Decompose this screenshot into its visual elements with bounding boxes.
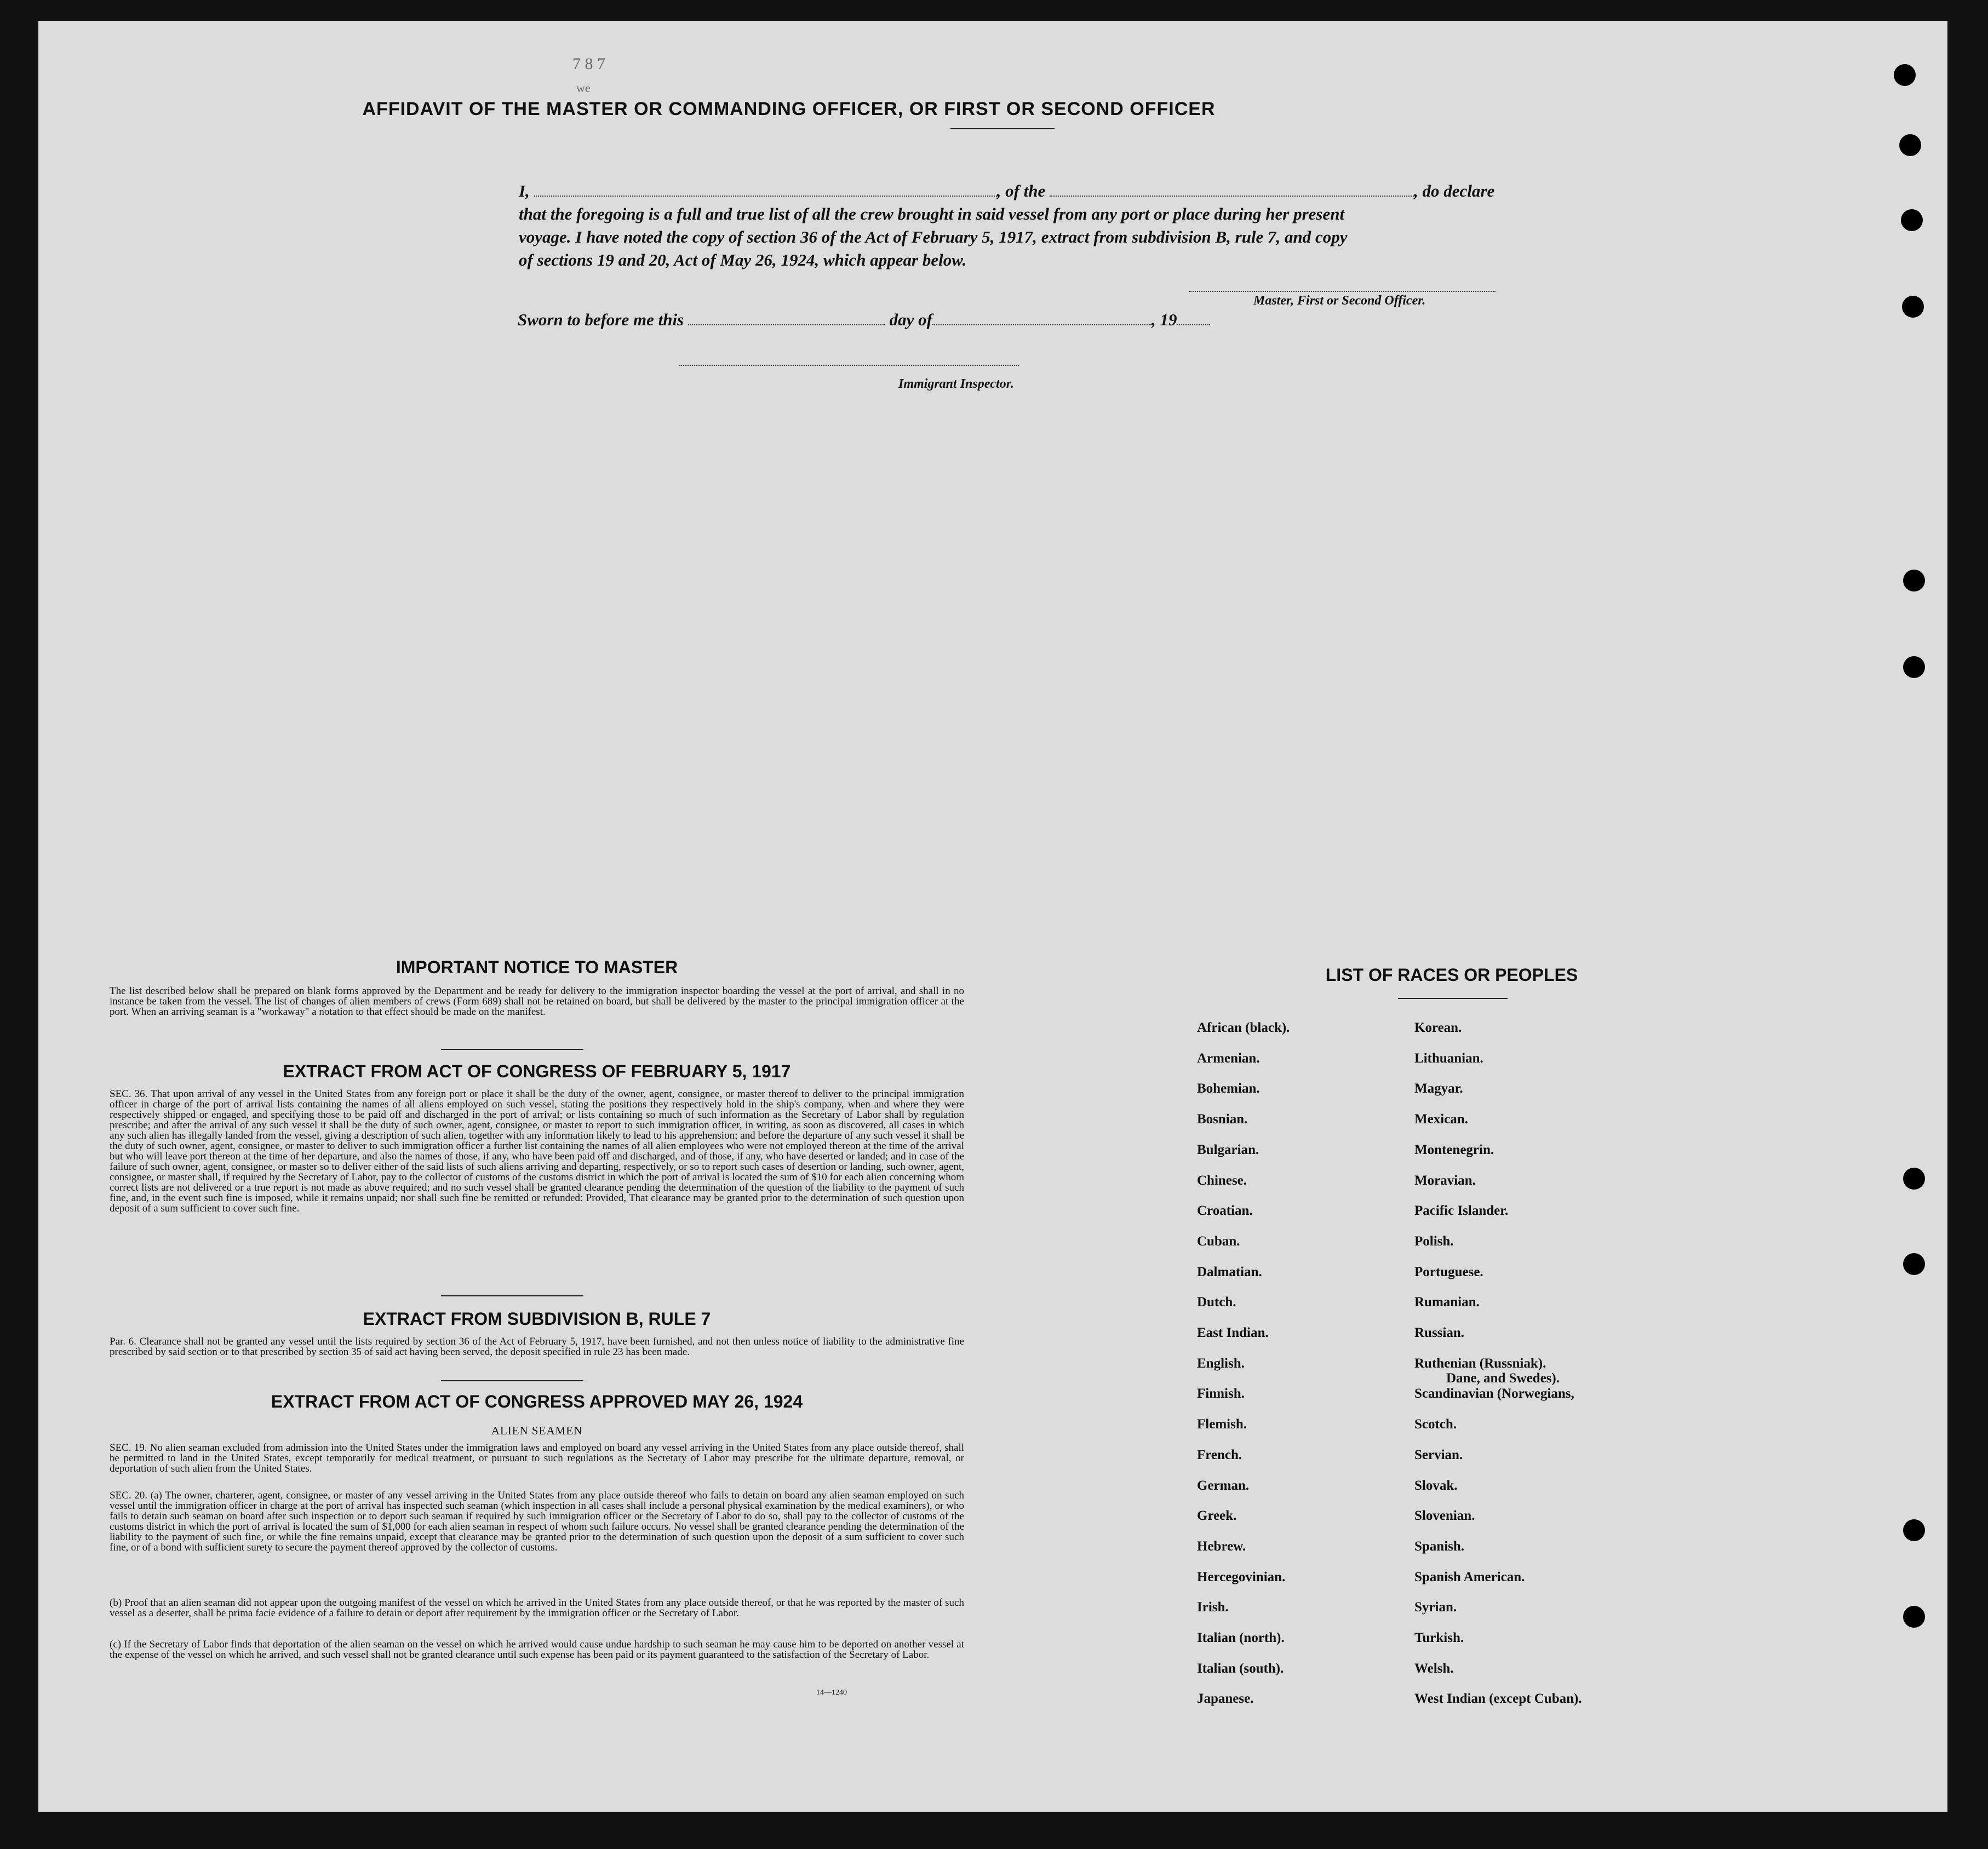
name-blank[interactable] — [534, 183, 997, 197]
binder-hole — [1899, 134, 1921, 156]
race-item: Hercegovinian. — [1197, 1569, 1286, 1584]
document-sheet — [38, 21, 1947, 1812]
day-of-label: day of — [889, 310, 932, 329]
sworn-month-blank[interactable] — [932, 312, 1151, 325]
race-item: Servian. — [1414, 1447, 1463, 1462]
race-item: Scandinavian (Norwegians, — [1414, 1386, 1574, 1402]
race-item: Bulgarian. — [1197, 1142, 1259, 1157]
sec-20b-body: (b) Proof that an alien seaman did not appear upon the outgoing manifest of the vessel on which he arrived in the United States from any place outside thereof, or that he was reported by the master of such vessel as a deserter, shall be prima facie evidence of a failure to detain or deport after requirement by the immigration officer or the Secretary of Labor. — [110, 1597, 964, 1619]
race-item: Dalmatian. — [1197, 1264, 1262, 1279]
inspector-signature-label: Immigrant Inspector. — [898, 377, 1014, 391]
races-title: LIST OF RACES OR PEOPLES — [1325, 965, 1578, 985]
race-item: Croatian. — [1197, 1203, 1253, 1219]
declaration-line-3: voyage. I have noted the copy of section 36 of the Act of February 5, 1917, extract from subdivision B, rule 7, and copy — [519, 227, 1348, 246]
race-item: Dutch. — [1197, 1295, 1236, 1310]
race-item: Montenegrin. — [1414, 1142, 1494, 1157]
year-label: , 19 — [1151, 310, 1177, 329]
extract-1917-title: EXTRACT FROM ACT OF CONGRESS OF FEBRUARY 5, 1917 — [283, 1061, 791, 1081]
alien-seamen-subtitle: ALIEN SEAMEN — [491, 1424, 583, 1437]
extract-rule7-title: EXTRACT FROM SUBDIVISION B, RULE 7 — [363, 1309, 711, 1329]
declaration-block — [519, 180, 1592, 272]
race-item: Italian (north). — [1197, 1630, 1285, 1645]
title-rule — [950, 128, 1055, 129]
sworn-day-blank[interactable] — [688, 312, 885, 325]
race-item: Rumanian. — [1414, 1295, 1480, 1310]
races-rule — [1398, 998, 1508, 999]
race-item: Magyar. — [1414, 1081, 1463, 1096]
race-item: Spanish American. — [1414, 1569, 1525, 1584]
declaration-of-the: , of the — [996, 181, 1046, 200]
race-item: East Indian. — [1197, 1325, 1269, 1340]
race-item: Russian. — [1414, 1325, 1465, 1340]
race-item: Mexican. — [1414, 1112, 1468, 1127]
race-item: German. — [1197, 1478, 1250, 1493]
handwritten-mark-2: we — [576, 81, 591, 95]
race-item: Cuban. — [1197, 1233, 1240, 1249]
race-item: Slovenian. — [1414, 1508, 1475, 1524]
race-item: Spanish. — [1414, 1538, 1465, 1554]
binder-hole — [1903, 656, 1925, 678]
year-blank[interactable] — [1177, 312, 1210, 325]
binder-hole — [1903, 1606, 1925, 1628]
binder-hole — [1903, 1168, 1925, 1190]
sworn-label: Sworn to before me this — [518, 310, 684, 329]
race-item: English. — [1197, 1356, 1245, 1371]
declaration-i: I, — [519, 181, 530, 200]
race-item: Flemish. — [1197, 1417, 1247, 1432]
race-item: Polish. — [1414, 1233, 1454, 1249]
race-item: Japanese. — [1197, 1691, 1254, 1707]
race-item: Finnish. — [1197, 1386, 1245, 1402]
race-item: Korean. — [1414, 1020, 1462, 1035]
race-item: Welsh. — [1414, 1661, 1454, 1676]
race-item: Chinese. — [1197, 1173, 1247, 1188]
race-item: Syrian. — [1414, 1600, 1457, 1615]
race-item: Lithuanian. — [1414, 1050, 1483, 1066]
declaration-line-4: of sections 19 and 20, Act of May 26, 1924, which appear below. — [519, 250, 967, 269]
race-item: Portuguese. — [1414, 1264, 1483, 1279]
race-item: African (black). — [1197, 1020, 1290, 1035]
sworn-line — [518, 310, 1210, 330]
declaration-line-2: that the foregoing is a full and true list of all the crew brought in said vessel from any port or place during her present — [519, 204, 1345, 223]
race-item: Dane, and Swedes). — [1446, 1370, 1560, 1386]
notice-title: IMPORTANT NOTICE TO MASTER — [396, 957, 678, 977]
notice-body: The list described below shall be prepared on blank forms approved by the Department and be ready for delivery to the immigration inspector boarding the vessel at the port of arrival, and shall in no instance be taken from the vessel. The list of changes of alien members of crews (Form 689) shall not be retained on board, but shall be delivered by the master to the principal immigration officer at the port. When an arriving seaman is a "workaway" a notation to that effect should be made on the manifest. — [110, 985, 964, 1018]
race-item: Scotch. — [1414, 1417, 1457, 1432]
notice-rule — [441, 1049, 583, 1050]
extract-rule7-rule — [441, 1380, 583, 1381]
binder-hole — [1902, 296, 1924, 318]
race-item: Armenian. — [1197, 1050, 1260, 1066]
race-item: Greek. — [1197, 1508, 1237, 1524]
race-item: Italian (south). — [1197, 1661, 1284, 1676]
vessel-blank[interactable] — [1050, 183, 1414, 197]
sec-20c-body: (c) If the Secretary of Labor finds that deportation of the alien seaman on the vessel on which he arrived would cause undue hardship to such seaman he may cause him to be deported on another vessel at the expense of the vessel on which he arrived, and such vessel shall not be granted clearance until such expense has been paid or its payment guaranteed to the satisfaction of the Secretary of Labor. — [110, 1639, 964, 1661]
form-number: 14—1240 — [816, 1689, 847, 1697]
race-item: West Indian (except Cuban). — [1414, 1691, 1582, 1707]
binder-hole — [1901, 209, 1923, 231]
binder-hole — [1903, 1253, 1925, 1275]
race-item: Irish. — [1197, 1600, 1229, 1615]
master-signature-label: Master, First or Second Officer. — [1253, 294, 1426, 308]
binder-hole — [1894, 64, 1916, 86]
sec-19-body: SEC. 19. No alien seaman excluded from admission into the United States under the immigration laws and employed on board any vessel arriving in the United States from any place outside thereof, shall be permitted to land in the United States, except temporarily for medical treatment, or pursuant to such regulations as the Secretary of Labor may prescribe for the ultimate departure, removal, or deportation of such alien from the United States. — [110, 1442, 964, 1474]
race-item: Bosnian. — [1197, 1112, 1248, 1127]
race-item: Moravian. — [1414, 1173, 1476, 1188]
master-signature-line[interactable] — [1189, 291, 1496, 292]
binder-hole — [1903, 570, 1925, 592]
binder-hole — [1903, 1519, 1925, 1541]
extract-1917-rule — [441, 1295, 583, 1296]
extract-rule7-body: Par. 6. Clearance shall not be granted any vessel until the lists required by section 36 of the Act of February 5, 1917, have been furnished, and not then unless notice of liability to the administrative fine prescribed by said section or to that prescribed by section 35 of said act having been served, the deposit specified in rule 23 has been made. — [110, 1336, 964, 1358]
race-item: Pacific Islander. — [1414, 1203, 1509, 1219]
race-item: French. — [1197, 1447, 1242, 1462]
race-item: Ruthenian (Russniak). — [1414, 1356, 1546, 1371]
inspector-signature-line[interactable] — [679, 365, 1019, 366]
race-item: Slovak. — [1414, 1478, 1458, 1493]
affidavit-title: AFFIDAVIT OF THE MASTER OR COMMANDING OFFICER, OR FIRST OR SECOND OFFICER — [362, 99, 1216, 119]
sec-20a-body: SEC. 20. (a) The owner, charterer, agent, consignee, or master of any vessel arriving in the United States from any place outside thereof who fails to detain on board any alien seaman employed on such vessel until the immigration officer in charge at the port of arrival has inspected such seaman (which inspection in all cases shall include a personal physical examination by the medical examiners), or who fails to detain such seaman on board after such inspection or to deport such seaman if required by such immigration officer or the Secretary of Labor to do so, shall pay to the collector of customs of the customs district in which the port of arrival is located the sum of $1,000 for each alien seaman in respect of whom such failure occurs. No vessel shall be granted clearance pending the determination of the liability to the payment of such fine, or while the fine remains unpaid, except that clearance may be granted prior to the determination of such question upon the deposit of a sum sufficient to cover such fine, or of a bond with sufficient surety to secure the payment thereof approved by the collector of customs. — [110, 1490, 964, 1553]
declaration-do-declare: , do declare — [1414, 181, 1495, 200]
race-item: Bohemian. — [1197, 1081, 1260, 1096]
extract-1917-body: SEC. 36. That upon arrival of any vessel in the United States from any foreign port or place it shall be the duty of the owner, agent, consignee, or master thereof to deliver to the principal immigration officer in charge of the port of arrival lists containing the names of all aliens employed on such vessel, stating the positions they respectively hold in the ship's company, when and where they were respectively shipped or engaged, and specifying those to be paid off and discharged in the port of arrival; or lists containing so much of such information as the Secretary of Labor shall by regulation prescribe; and after the arrival of any such vessel it shall be the duty of such owner, agent, consignee, or master to report to such immigration officer, in writing, as soon as discovered, all cases in which any such alien has illegally landed from the vessel, giving a description of such alien, together with any information likely to lead to his apprehension; and before the departure of any such vessel it shall be the duty of such owner, agent, consignee, or master to deliver to such immigration officer a further list containing the names of all alien employees who were not employed thereon at the time of the arrival but who will leave port thereon at the time of her departure, and also the names of those, if any, who have been paid off and discharged, and of those, if any, who have deserted or landed; and in case of the failure of such owner, agent, consignee, or master so to deliver either of the said lists of such aliens arriving and departing, respectively, or so to report such cases of desertion or landing, such owner, agent, consignee, or master shall, if required by the Secretary of Labor, pay to the collector of customs of the customs district in which the port of arrival is located the sum of $10 for each alien concerning whom correct lists are not delivered or a true report is not made as above required; and no such vessel shall be granted clearance pending the determination of the question of the liability to the payment of such fine, and, in the event such fine is imposed, while it remains unpaid; nor shall such fine be remitted or refunded: Provided, That clearance may be granted prior to the determination of such question upon deposit of a sum sufficient to cover such fine. — [110, 1088, 964, 1214]
race-item: Hebrew. — [1197, 1538, 1246, 1554]
extract-1924-title: EXTRACT FROM ACT OF CONGRESS APPROVED MAY 26, 1924 — [271, 1392, 803, 1411]
handwritten-mark: 7 8 7 — [572, 55, 605, 73]
race-item: Turkish. — [1414, 1630, 1464, 1645]
